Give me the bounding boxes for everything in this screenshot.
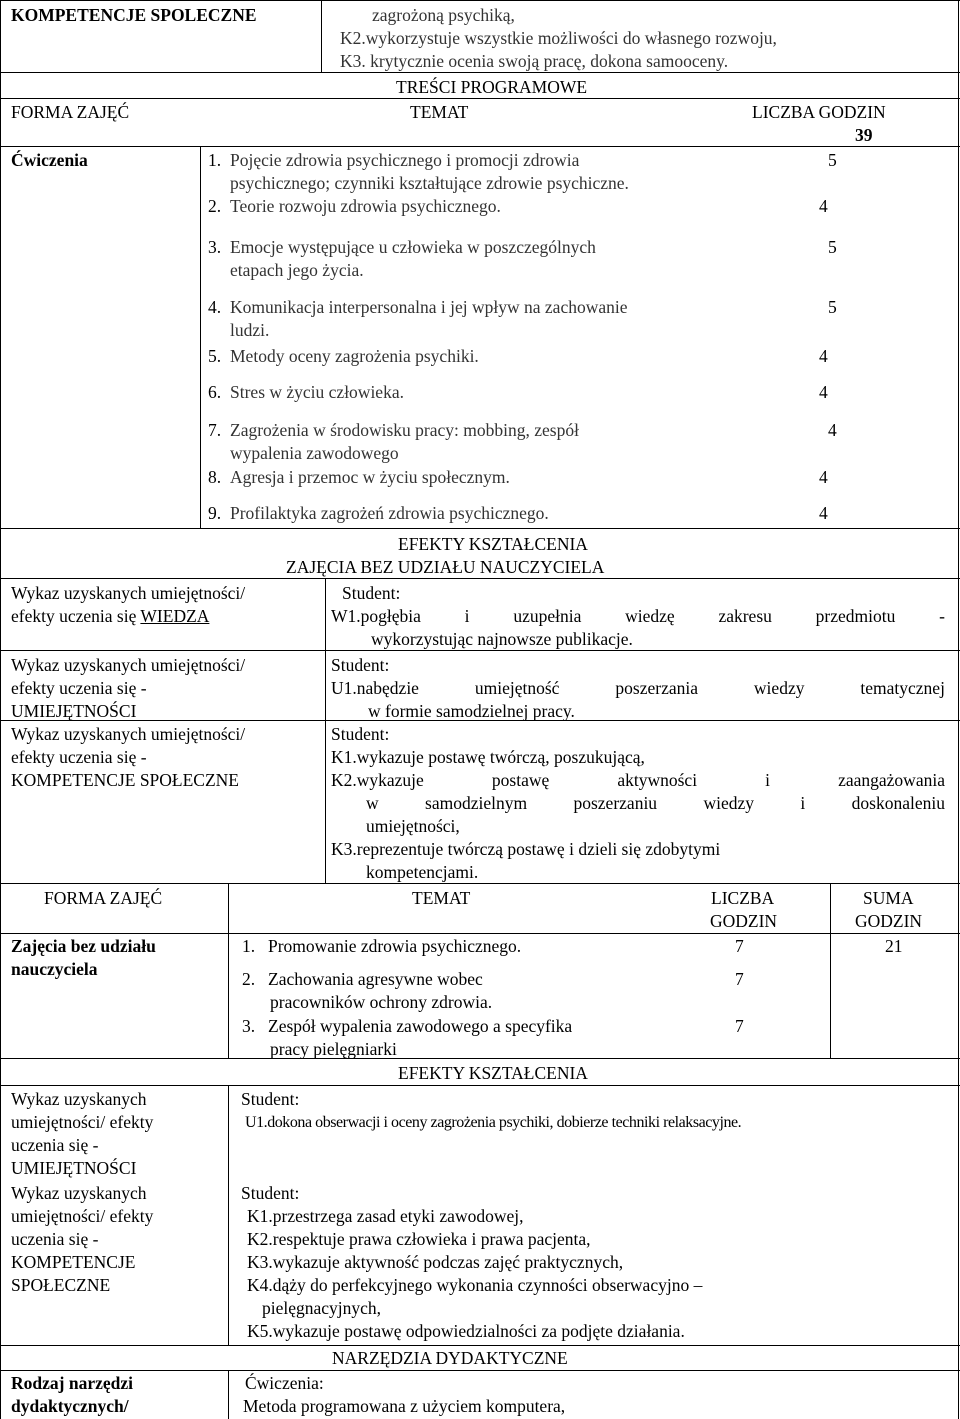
komp2-label-5: SPOŁECZNE [11,1275,111,1295]
umiej-label-1: Wykaz uzyskanych umiejętności/ [11,655,246,675]
k2-line-6: K5.wykazuje postawę odpowiedzialności za podjęte działania. [247,1321,685,1341]
justified-word: i [464,606,470,626]
topic-hours: 4 [819,382,828,402]
divider-efekty-col [325,578,326,883]
topic-hours: 4 [828,420,837,440]
bez-topic-hours: 7 [735,969,744,989]
topic-line: Komunikacja interpersonalna i jej wpływ na zachowanie [230,297,628,317]
topic-hours: 4 [819,467,828,487]
k2-line-4: K4.dąży do perfekcyjnego wykonania czynności obserwacyjno – [247,1275,703,1295]
top-line-1: zagrożoną psychiką, [372,5,515,25]
k2-line-3: K3.wykazuje aktywność podczas zajęć praktycznych, [247,1252,624,1272]
divider-h [0,883,960,884]
justified-word: zakresu [718,606,772,626]
justified-word: tematycznej [860,678,945,698]
w1-cont: wykorzystując najnowsze publikacje. [371,629,633,649]
justified-word: wiedzę [625,606,675,626]
bez-sum: 21 [885,936,903,956]
justified-word: i [765,770,771,790]
justified-word: doskonaleniu [851,793,945,813]
bez-topic-line: Zachowania agresywne wobec [268,969,483,989]
justified-word: poszerzania [615,678,698,698]
narzedzia-title: NARZĘDZIA DYDAKTYCZNE [332,1348,568,1368]
topic-hours: 4 [819,196,828,216]
justified-word: zaangażowania [838,770,945,790]
bez-topic-hours: 7 [735,1016,744,1036]
topic-line: Emocje występujące u człowieka w poszczególnych [230,237,596,257]
topic-line: psychicznego; czynniki kształtujące zdrowie psychiczne. [230,173,629,193]
bez-col-suma-2: GODZIN [855,911,923,931]
tresci-title: TREŚCI PROGRAMOWE [396,77,588,97]
topic-number: 6. [208,382,222,402]
topic-number: 5. [208,346,222,366]
topic-line: Agresja i przemoc w życiu społecznym. [230,467,510,487]
narzedzia-label-1: Rodzaj narzędzi [11,1373,133,1393]
topic-hours: 5 [828,150,837,170]
u1-line [331,677,945,700]
divider-h [0,1370,960,1371]
topic-number: 2. [208,196,222,216]
efekty1-subtitle: ZAJĘCIA BEZ UDZIAŁU NAUCZYCIELA [286,557,605,577]
k2-line [331,769,945,792]
umiej2-label-3: uczenia się - [11,1135,99,1155]
bez-topic-line: Promowanie zdrowia psychicznego. [268,936,522,956]
topic-line: Profilaktyka zagrożeń zdrowia psychicznego. [230,503,549,523]
bez-col-liczba-1: LICZBA [711,888,775,908]
bez-col-liczba-2: GODZIN [710,911,778,931]
topic-line: Zagrożenia w środowisku pracy: mobbing, zespół [230,420,579,440]
komp2-label-2: umiejętności/ efekty [11,1206,154,1226]
divider-efekty2-col [228,1085,229,1345]
komp-label-3: KOMPETENCJE SPOŁECZNE [11,770,239,790]
efekty2-title: EFEKTY KSZTAŁCENIA [398,1063,588,1083]
bez-topic-line: pracy pielęgniarki [270,1039,397,1059]
bez-col-forma: FORMA ZAJĘĆ [44,888,163,908]
k3-cont: kompetencjami. [366,862,479,882]
k2-line-2 [366,792,945,815]
komp-student: Student: [331,724,390,744]
divider-tresci-col [200,146,201,528]
komp-label-2: efekty uczenia się - [11,747,147,767]
bez-topic-number: 2. [242,969,256,989]
justified-word: w [366,793,379,813]
divider-h [0,1085,960,1086]
bez-form-2: nauczyciela [11,959,98,979]
bez-col-temat: TEMAT [412,888,471,908]
justified-word: postawę [491,770,550,790]
wiedza-label-1: Wykaz uzyskanych umiejętności/ [11,583,246,603]
topic-number: 8. [208,467,222,487]
border-left [0,0,1,1419]
topic-line: Stres w życiu człowieka. [230,382,404,402]
justified-word: aktywności [617,770,698,790]
k2-cont: umiejętności, [366,816,460,836]
justified-word: umiejętność [474,678,560,698]
divider-h [0,528,960,529]
topic-hours: 5 [828,237,837,257]
divider-bez-col [228,883,229,1058]
justified-word: wiedzy [753,678,805,698]
divider-narz-col [228,1370,229,1419]
top-line-3: K3. krytycznie ocenia swoją pracę, dokona samooceny. [340,51,729,71]
topic-line: Teorie rozwoju zdrowia psychicznego. [230,196,501,216]
k2-line-5: pielęgnacyjnych, [262,1298,382,1318]
justified-word: uzupełnia [513,606,582,626]
topic-number: 7. [208,420,222,440]
komp2-student: Student: [241,1183,300,1203]
k3-line: K3.reprezentuje twórczą postawę i dzieli się zdobytymi [331,839,721,859]
bez-col-suma-1: SUMA [863,888,914,908]
wiedza-label-2: efekty uczenia się WIEDZA [11,606,210,626]
k1-line: K1.wykazuje postawę twórczą, poszukującą, [331,747,645,767]
bez-topic-hours: 7 [735,936,744,956]
umiej2-label-1: Wykaz uzyskanych [11,1089,147,1109]
divider-h [0,1058,960,1059]
umiej-label-2: efekty uczenia się - [11,678,147,698]
bez-form-1: Zajęcia bez udziału [11,936,156,956]
justified-word: i [800,793,806,813]
w1-line [331,605,945,628]
topic-number: 9. [208,503,222,523]
justified-word: K2.wykazuje [331,770,424,790]
narzedzia-cw: Ćwiczenia: [245,1373,324,1393]
tresci-form: Ćwiczenia [11,150,88,170]
divider-h [0,933,960,934]
justified-word: przedmiotu [815,606,896,626]
komp2-label-4: KOMPETENCJE [11,1252,136,1272]
umiej2-label-4: UMIEJĘTNOŚCI [11,1158,137,1178]
u1-2-line: U1.dokona obserwacji i oceny zagrożenia psychiki, dobierze techniki relaksacyjne. [245,1114,742,1131]
top-line-2: K2.wykorzystuje wszystkie możliwości do własnego rozwoju, [340,28,777,48]
justified-word: samodzielnym [425,793,528,813]
border-right [958,0,959,1419]
justified-word: wiedzy [703,793,754,813]
topic-line: Pojęcie zdrowia psychicznego i promocji zdrowia [230,150,580,170]
topic-line: wypalenia zawodowego [230,443,399,463]
k2-line-1: K1.przestrzega zasad etyki zawodowej, [247,1206,524,1226]
topic-hours: 4 [819,346,828,366]
tresci-total: 39 [855,125,873,145]
topic-hours: 5 [828,297,837,317]
komp-label-1: Wykaz uzyskanych umiejętności/ [11,724,246,744]
umiej2-label-2: umiejętności/ efekty [11,1112,154,1132]
narzedzia-line: Metoda programowana z użyciem komputera, [243,1396,566,1416]
topic-number: 4. [208,297,222,317]
umiej-label-3: UMIEJĘTNOŚCI [11,701,137,721]
border-top [0,0,960,1]
umiej-student: Student: [331,655,390,675]
efekty1-title: EFEKTY KSZTAŁCENIA [398,534,588,554]
topic-line: Metody oceny zagrożenia psychiki. [230,346,479,366]
topic-hours: 4 [819,503,828,523]
top-label: KOMPETENCJE SPOLECZNE [11,5,257,25]
narzedzia-label-2: dydaktycznych/ [11,1396,129,1416]
bez-topic-line: pracowników ochrony zdrowia. [270,992,493,1012]
justified-word: U1.nabędzie [331,678,419,698]
umiej2-student: Student: [241,1089,300,1109]
divider-h [0,1345,960,1346]
komp2-label-1: Wykaz uzyskanych [11,1183,147,1203]
topic-number: 1. [208,150,222,170]
tresci-col-temat: TEMAT [410,102,469,122]
justified-word: - [939,606,945,626]
u1-cont: w formie samodzielnej pracy. [368,701,575,721]
divider-top-col [321,0,322,72]
bez-topic-line: Zespół wypalenia zawodowego a specyfika [268,1016,573,1036]
justified-word: W1.pogłębia [331,606,421,626]
topic-line: etapach jego życia. [230,260,364,280]
bez-topic-number: 3. [242,1016,256,1036]
divider-sum-col [830,883,831,1058]
komp2-label-3: uczenia się - [11,1229,99,1249]
tresci-col-forma: FORMA ZAJĘĆ [11,102,130,122]
topic-line: ludzi. [230,320,270,340]
k2-line-2: K2.respektuje prawa człowieka i prawa pacjenta, [247,1229,591,1249]
divider-h [0,146,960,147]
justified-word: poszerzaniu [573,793,658,813]
wiedza-student: Student: [342,583,401,603]
tresci-col-liczba: LICZBA GODZIN [752,102,886,122]
bez-topic-number: 1. [242,936,256,956]
topic-number: 3. [208,237,222,257]
